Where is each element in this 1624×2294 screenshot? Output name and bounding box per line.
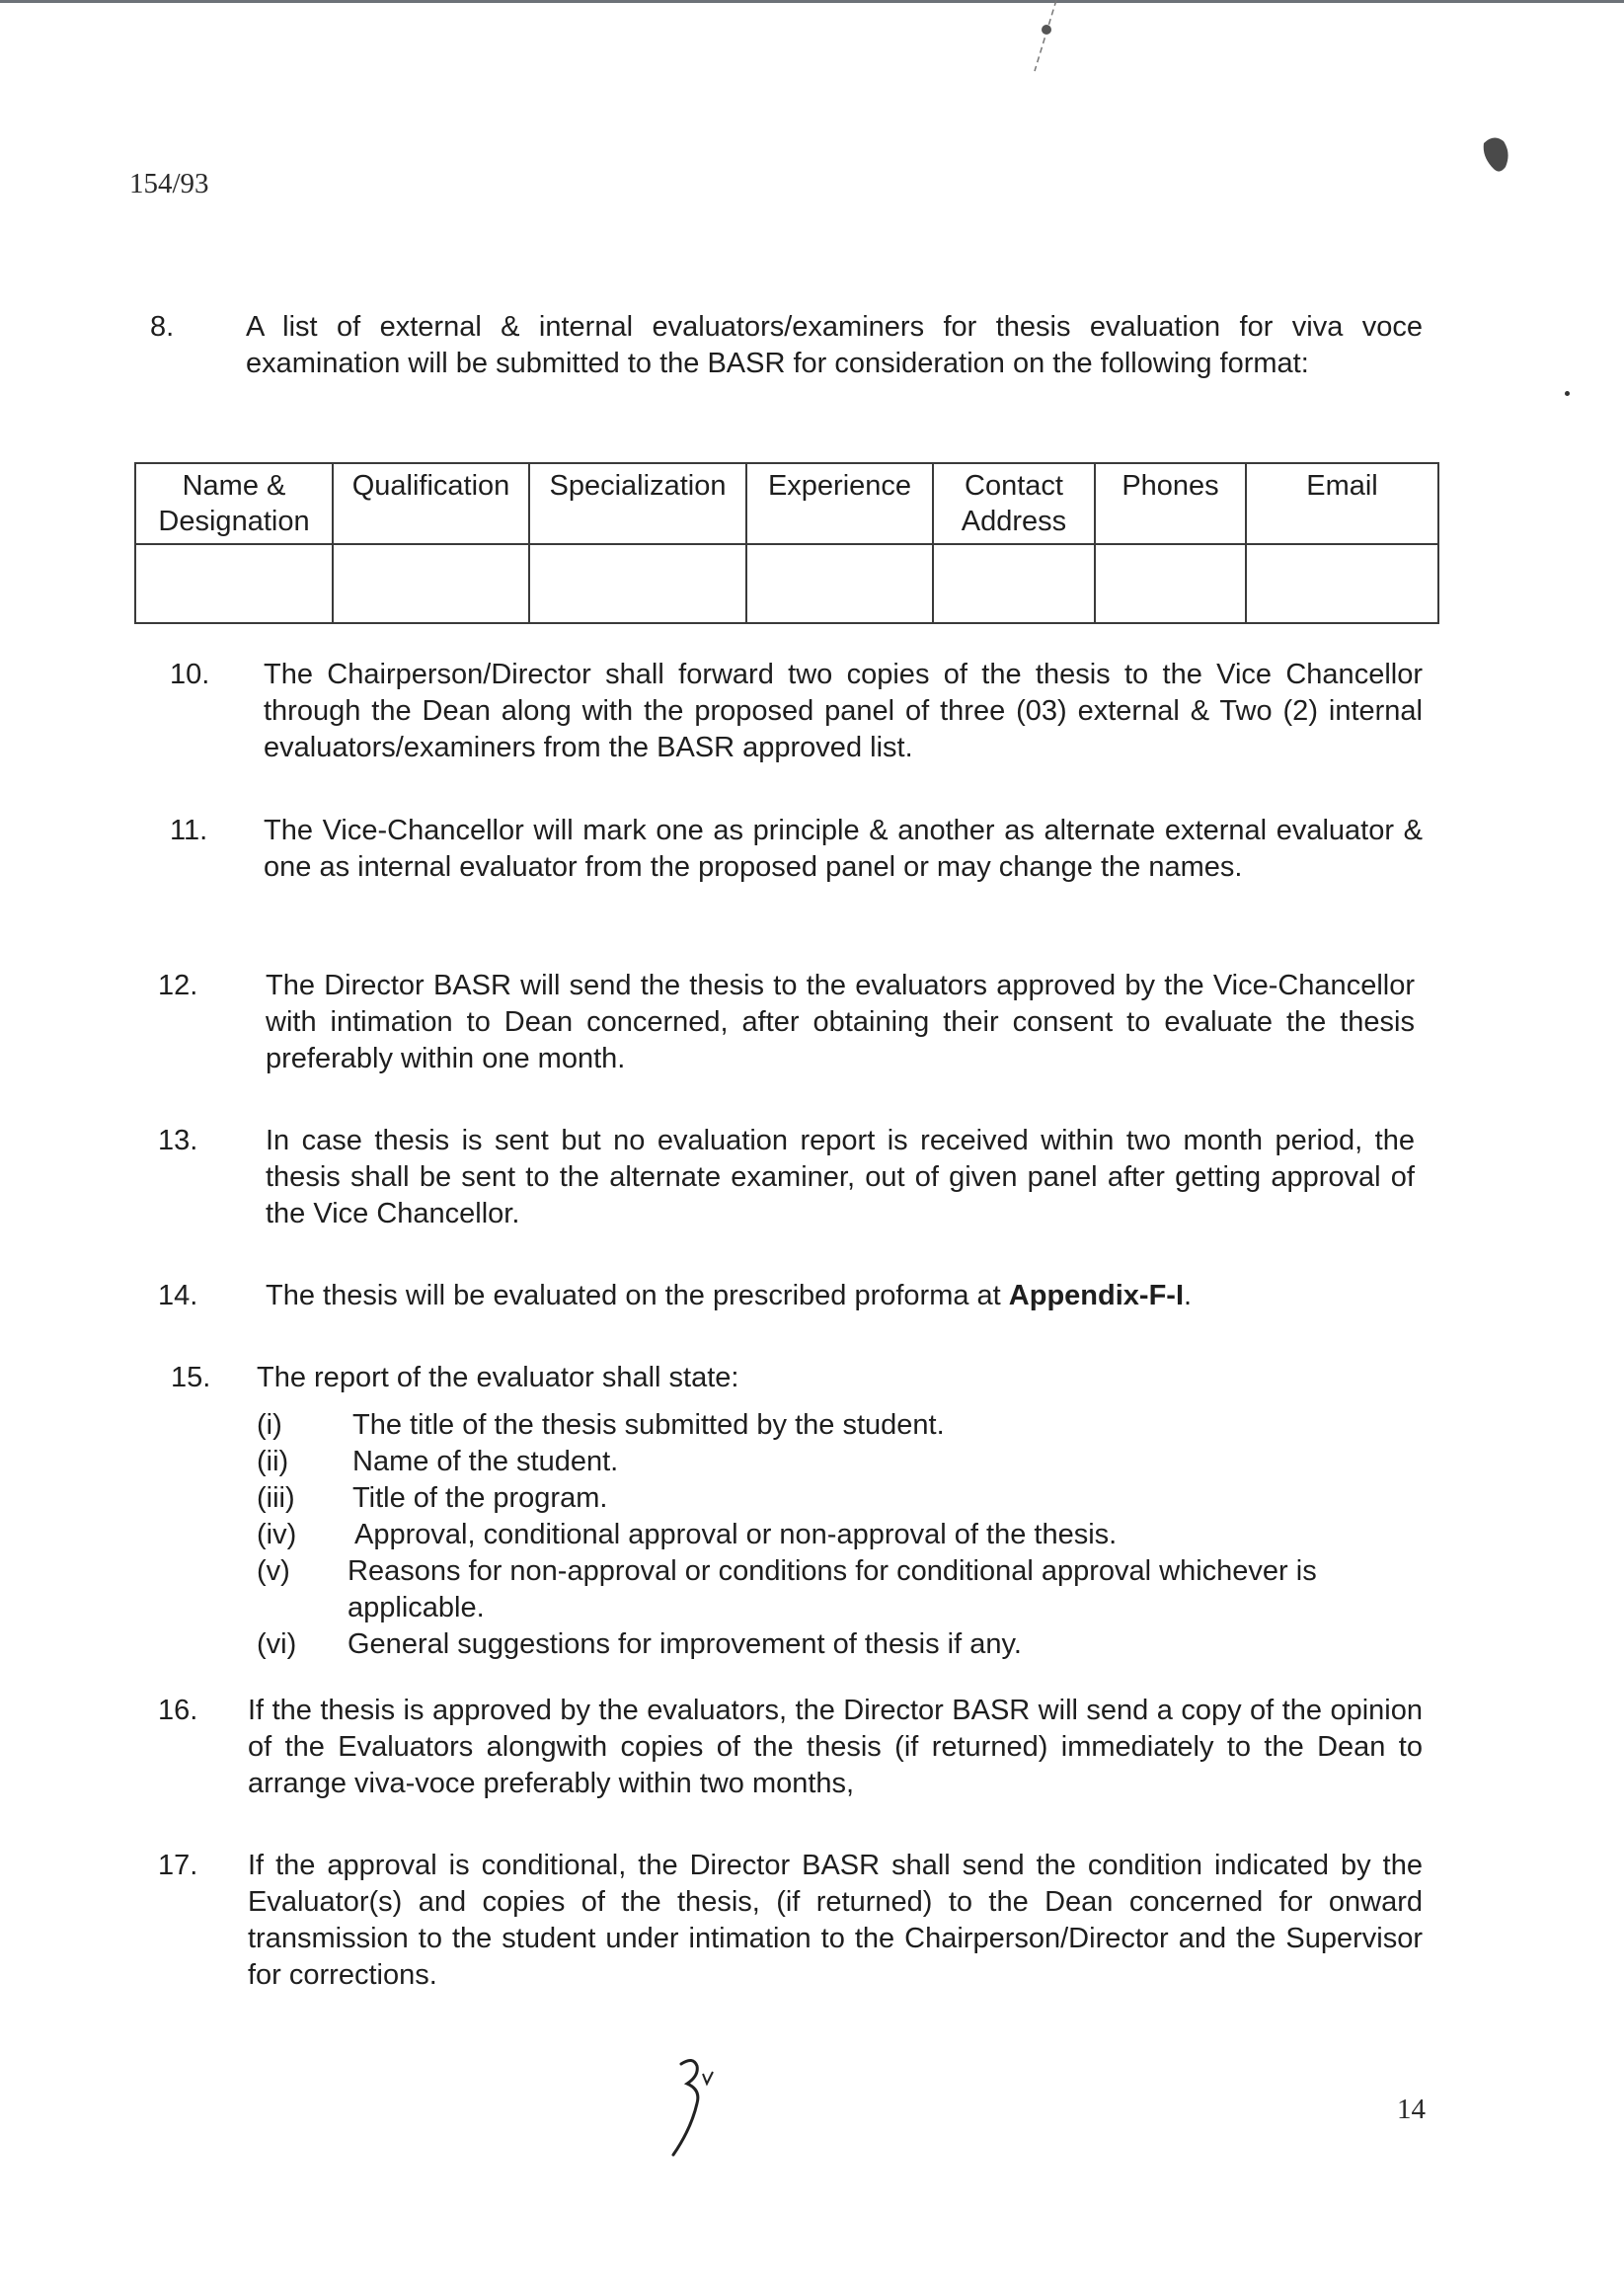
table-row [135,544,1438,623]
paragraph-number: 11. [170,815,208,846]
paragraph-text: The Chairperson/Director shall forward two copies of the thesis to the Vice Chancellor through the Dean along with the proposed panel of three (03) external & Two (2) internal evaluators/examiners from the BASR approved list. [264,659,1423,763]
table-cell [933,544,1095,623]
item-numeral: (v) [257,1555,290,1587]
table-cell [529,544,746,623]
scan-top-border [0,0,1624,3]
paragraph-text-after: . [1184,1280,1193,1311]
item-text: Approval, conditional approval or non-approval of the thesis. [354,1519,1118,1550]
paragraph-text: In case thesis is sent but no evaluation report is received within two month period, the thesis shall be sent to the alternate examiner, out of given panel after getting approval of the Vice Chancellor. [266,1125,1415,1229]
column-header: Phones [1095,463,1246,544]
paragraph-text-before: The thesis will be evaluated on the prescribed proforma at [266,1280,1009,1311]
item-text: General suggestions for improvement of thesis if any. [348,1628,1022,1660]
item-numeral: (i) [257,1409,282,1441]
paragraph-number: 12. [158,970,198,1001]
item-text: Name of the student. [352,1446,619,1477]
column-header: Contact Address [933,463,1095,544]
paragraph-text: If the thesis is approved by the evaluators, the Director BASR will send a copy of the opinion of the Evaluators alongwith copies of the thesis (if returned) immediately to the Dean to arrange viva-voce preferably within two months, [248,1695,1423,1799]
paragraph-text [266,1278,1415,1314]
column-header: Specialization [529,463,746,544]
paragraph-number: 17. [158,1850,198,1881]
item-numeral: (iv) [257,1519,297,1550]
table-cell [135,544,333,623]
speck-mark [1565,391,1570,396]
paragraph-number: 16. [158,1695,198,1726]
paragraph-number: 15. [171,1362,211,1393]
item-text: The title of the thesis submitted by the student. [352,1409,945,1441]
column-header: Experience [746,463,933,544]
paragraph-number: 13. [158,1125,198,1156]
table-cell [333,544,529,623]
paragraph-text: If the approval is conditional, the Director BASR shall send the condition indicated by the Evaluator(s) and copies of the thesis, (if returned) to the Dean concerned for onward transmission to the student under intimation to the Chairperson/Director and the Supervisor for corrections. [248,1850,1423,1991]
table-cell [1095,544,1246,623]
column-header: Email [1246,463,1438,544]
item-numeral: (ii) [257,1446,289,1477]
ink-blot-mark [1476,133,1515,178]
paragraph-number: 8. [150,311,175,343]
paragraph-text: A list of external & internal evaluators/examiners for thesis evaluation for viva voce examination will be submitted to the BASR for consideration on the following format: [246,311,1423,379]
item-numeral: (iii) [257,1482,295,1514]
paragraph-number: 14. [158,1280,198,1311]
paragraph-text: The Director BASR will send the thesis to the evaluators approved by the Vice-Chancellor with intimation to Dean concerned, after obtaining their consent to evaluate the thesis preferably within one month. [266,970,1415,1074]
item-numeral: (vi) [257,1628,297,1660]
handwritten-signature [632,2052,721,2161]
page-number: 14 [1397,2094,1426,2125]
evaluator-format-table [134,462,1439,624]
item-text: Title of the program. [352,1482,608,1514]
column-header: Qualification [333,463,529,544]
paragraph-text: The report of the evaluator shall state: [257,1362,739,1393]
table-cell [1246,544,1438,623]
appendix-reference: Appendix-F-I [1008,1280,1184,1311]
paragraph-number: 10. [170,659,210,690]
paragraph-text: The Vice-Chancellor will mark one as principle & another as alternate external evaluator & one as internal evaluator from the proposed panel or may change the names. [264,815,1423,883]
table-cell [746,544,933,623]
reference-number: 154/93 [129,168,209,199]
column-header: Name & Designation [135,463,333,544]
pen-stroke-mark [1027,0,1066,74]
table-header-row [135,463,1438,544]
item-text: Reasons for non-approval or conditions for conditional approval whichever is applicable. [348,1555,1317,1623]
